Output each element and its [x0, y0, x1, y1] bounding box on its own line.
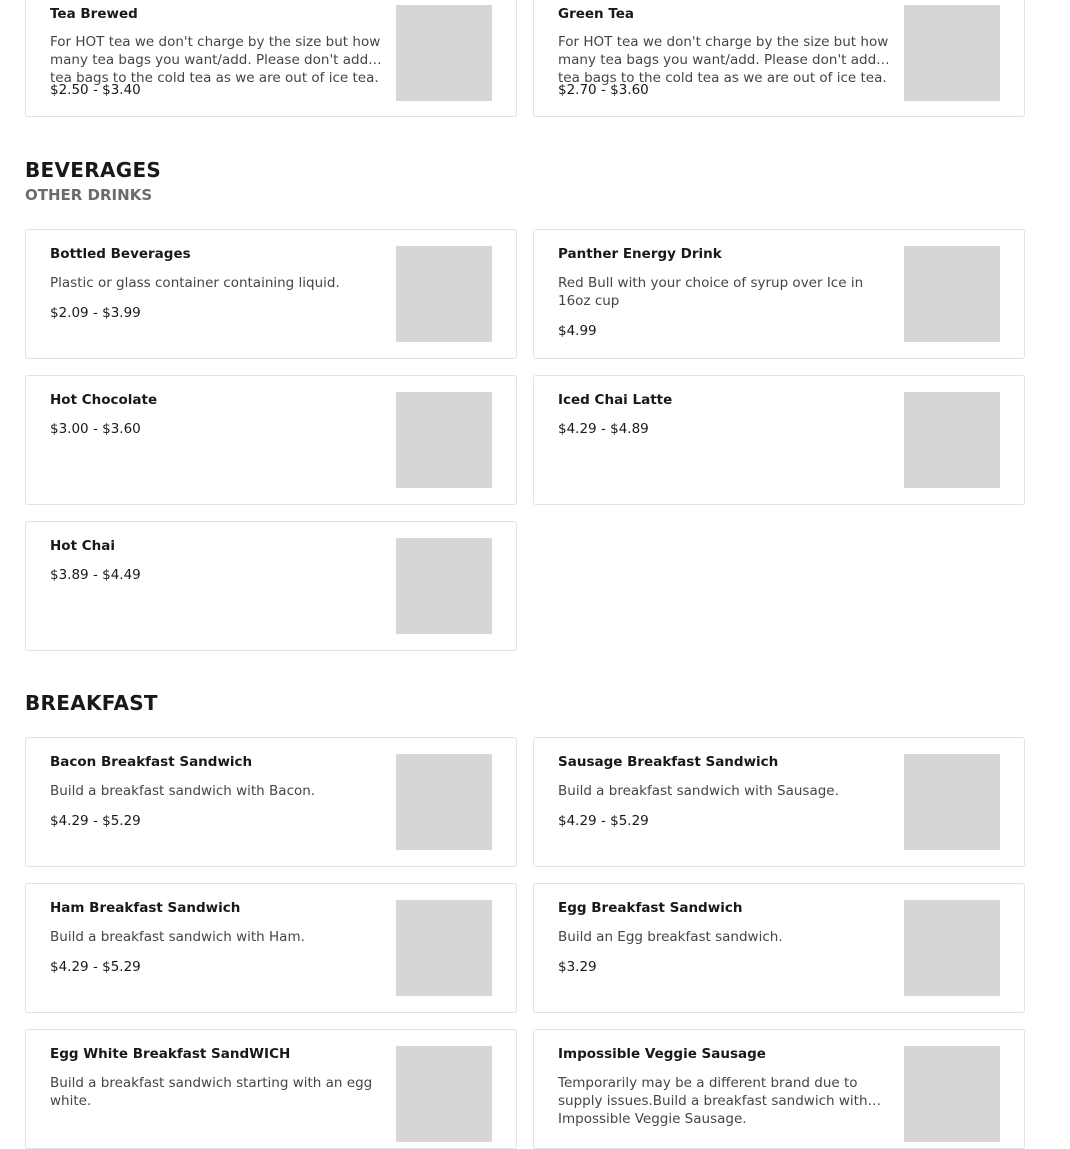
menu-item-card[interactable]: [533, 737, 1025, 867]
section-subtitle: OTHER DRINKS: [25, 186, 153, 204]
item-description: Red Bull with your choice of syrup over Ice in 16oz cup: [558, 275, 864, 309]
menu-item-card[interactable]: [25, 375, 517, 505]
breakfast-section-header: [25, 690, 1025, 716]
item-image: [904, 1046, 1000, 1142]
item-image: [904, 392, 1000, 488]
item-name: Bacon Breakfast Sandwich: [50, 754, 253, 770]
beverages-section-header: [25, 157, 1025, 205]
menu-item-card[interactable]: [25, 737, 517, 867]
menu-item-card[interactable]: [25, 0, 517, 117]
menu-item-card[interactable]: [533, 229, 1025, 359]
item-price: $4.29 - $4.89: [558, 421, 649, 437]
item-image: [396, 538, 492, 634]
item-price: $4.99: [558, 323, 597, 339]
item-description: Build a breakfast sandwich starting with an egg white.: [50, 1075, 373, 1109]
item-name: Bottled Beverages: [50, 246, 191, 262]
item-description: Build a breakfast sandwich with Ham.: [50, 929, 305, 945]
item-name: Green Tea: [558, 6, 635, 22]
item-name: Egg White Breakfast SandWICH: [50, 1046, 291, 1062]
item-name: Egg Breakfast Sandwich: [558, 900, 743, 916]
item-description: Plastic or glass container containing liquid.: [50, 275, 340, 291]
item-image: [904, 900, 1000, 996]
section-title: BREAKFAST: [25, 691, 158, 715]
item-image: [904, 246, 1000, 342]
item-image: [396, 392, 492, 488]
item-price: $3.29: [558, 959, 597, 975]
menu-item-card[interactable]: [533, 883, 1025, 1013]
menu-item-card[interactable]: [25, 229, 517, 359]
menu-item-card[interactable]: [533, 1029, 1025, 1149]
item-image: [396, 246, 492, 342]
menu-item-card[interactable]: [25, 521, 517, 651]
section-title: BEVERAGES: [25, 158, 162, 182]
item-description: Build a breakfast sandwich with Sausage.: [558, 783, 839, 799]
menu-item-card[interactable]: [25, 1029, 517, 1149]
item-name: Iced Chai Latte: [558, 392, 673, 408]
item-image: [396, 1046, 492, 1142]
item-price: $2.09 - $3.99: [50, 305, 141, 321]
item-name: Impossible Veggie Sausage: [558, 1046, 766, 1062]
item-name: Sausage Breakfast Sandwich: [558, 754, 779, 770]
item-image: [904, 754, 1000, 850]
item-image: [396, 900, 492, 996]
item-price: $3.00 - $3.60: [50, 421, 141, 437]
item-name: Hot Chai: [50, 538, 115, 554]
menu-item-card[interactable]: [533, 0, 1025, 117]
item-description: For HOT tea we don't charge by the size but how many tea bags you want/add. Please don't add tea bags to the cold tea as we are out of ice tea.: [558, 34, 889, 86]
menu-item-card[interactable]: [25, 883, 517, 1013]
item-price: $2.50 - $3.40: [50, 82, 141, 98]
item-description: Build an Egg breakfast sandwich.: [558, 929, 783, 945]
item-name: Ham Breakfast Sandwich: [50, 900, 241, 916]
item-description: Build a breakfast sandwich with Bacon.: [50, 783, 316, 799]
item-image: [904, 5, 1000, 101]
item-price: $4.29 - $5.29: [558, 813, 649, 829]
item-price: $3.89 - $4.49: [50, 567, 141, 583]
item-name: Hot Chocolate: [50, 392, 158, 408]
menu-item-card[interactable]: [533, 375, 1025, 505]
item-description: Temporarily may be a different brand due to supply issues.Build a breakfast sandwich with Impossible Veggie Sausage.: [558, 1075, 868, 1127]
item-price: $4.29 - $5.29: [50, 959, 141, 975]
item-name: Panther Energy Drink: [558, 246, 722, 262]
item-image: [396, 754, 492, 850]
item-description: For HOT tea we don't charge by the size but how many tea bags you want/add. Please don't add tea bags to the cold tea as we are out of ice tea.: [50, 34, 381, 86]
item-image: [396, 5, 492, 101]
item-name: Tea Brewed: [50, 6, 138, 22]
item-price: $2.70 - $3.60: [558, 82, 649, 98]
item-price: $4.29 - $5.29: [50, 813, 141, 829]
